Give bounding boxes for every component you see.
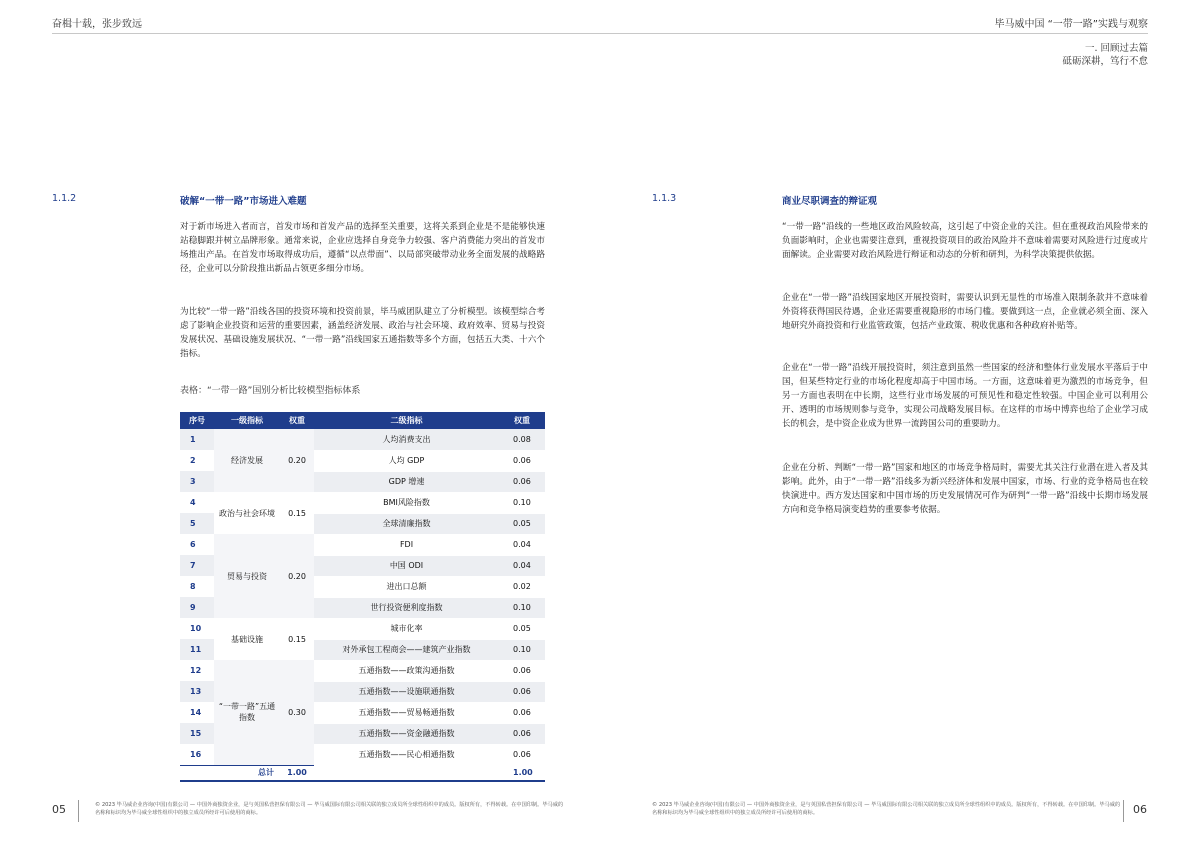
level2-indicator: 对外承包工程商会——建筑产业指数: [314, 639, 499, 660]
level2-weight: 0.06: [499, 744, 545, 765]
total-spacer: [314, 765, 499, 781]
level1-weight: 0.30: [280, 660, 314, 765]
table-total-row: [180, 765, 545, 781]
footer-divider-right: [1123, 800, 1124, 822]
paragraph-right-4: 企业在分析、判断“一带一路”国家和地区的市场竞争格局时，需要尤其关注行业潜在进入者及其影响。此外，由于“一带一路”沿线多为新兴经济体和发展中国家，市场、行业的竞争格局也在较快演进中。西方发达国家和中国市场的历史发展情况可作为研判“一带一路”沿线中长期市场发展方向和竞争格局演变趋势的重要参考依据。: [782, 463, 1148, 515]
level2-weight: 0.05: [499, 618, 545, 639]
indicator-table: [180, 412, 545, 782]
level2-indicator: 人均消费支出: [314, 429, 499, 450]
section-title-right: 商业尽职调查的辩证观: [782, 196, 878, 207]
level2-indicator: 城市化率: [314, 618, 499, 639]
total-weight-level2: 1.00: [499, 765, 545, 781]
footer-legal-right: © 2023 毕马威企业咨询(中国)有限公司 — 中国外商独资企业，是与英国私营担保有限公司 — 毕马威国际有限公司相关联的独立成员所全球性组织中的成员。版权所有，不得转载。在中国印制。毕马威的名称和标识均为毕马威全球性组织中的独立成员所经许可后使用的商标。: [652, 802, 1121, 816]
table-row: [180, 492, 545, 513]
level2-indicator: BMI风险指数: [314, 492, 499, 513]
paragraph-right-2: 企业在“一带一路”沿线国家地区开展投资时，需要认识到无显性的市场准入限制条款并不意味着外资将获得国民待遇，企业还需要重视隐形的市场门槛。要做到这一点，企业就必须全面、深入地研究外商投资和行业监管政策，包括产业政策、税收优惠和各种政府补贴等。: [782, 293, 1148, 331]
total-label: 总计: [180, 765, 280, 781]
level2-weight: 0.08: [499, 429, 545, 450]
level1-weight: 0.15: [288, 508, 306, 518]
paragraph-left-2: 为比较“一带一路”沿线各国的投资环境和投资前景，毕马威团队建立了分析模型。该模型综合考虑了影响企业投资和运营的重要因素，涵盖经济发展、政治与社会环境、政府效率、贸易与投资发展状况、基础设施发展状况、“一带一路”沿线国家五通指数等多个方面，包括五大类、十六个指标。: [180, 307, 545, 359]
level2-indicator: 世行投资便利度指数: [314, 597, 499, 618]
level2-indicator: 五通指数——民心相通指数: [314, 744, 499, 765]
level2-weight: 0.06: [499, 660, 545, 681]
level1-weight: 0.20: [280, 429, 314, 492]
row-number: 14: [190, 708, 202, 717]
table-caption: 表格：“一带一路”国别分析比较模型指标体系: [180, 386, 361, 396]
row-number: 10: [190, 624, 202, 633]
row-number: 12: [190, 666, 202, 675]
header-cell-weight2: 权重: [499, 412, 545, 429]
row-number: 11: [180, 639, 214, 660]
footer-divider-left: [78, 800, 79, 822]
header-cell-level1: 一级指标: [214, 412, 280, 429]
row-number: 15: [180, 723, 214, 744]
row-number: 2: [190, 456, 196, 465]
header-rule-right: [600, 33, 1148, 34]
chapter-label: [1062, 42, 1148, 68]
section-number-left: 1.1.2: [52, 193, 77, 204]
page-number-left: 05: [52, 803, 66, 816]
level2-indicator: 中国 ODI: [314, 555, 499, 576]
table-row: [180, 618, 545, 639]
row-number: 7: [180, 555, 214, 576]
row-number: 1: [180, 429, 214, 450]
chapter-subtitle: 砥砺深耕，笃行不怠: [1062, 56, 1148, 67]
level2-indicator: 五通指数——设施联通指数: [314, 681, 499, 702]
running-header-right: 毕马威中国 “一带一路”实践与观察: [994, 19, 1148, 30]
level2-weight: 0.05: [499, 513, 545, 534]
table-row: [180, 660, 545, 681]
level1-weight: 0.20: [280, 534, 314, 618]
level2-indicator: 五通指数——资金融通指数: [314, 723, 499, 744]
level2-weight: 0.10: [499, 492, 545, 513]
header-cell-level2: 二级指标: [314, 412, 499, 429]
row-number: 3: [180, 471, 214, 492]
level2-weight: 0.06: [499, 723, 545, 744]
level2-indicator: 五通指数——政策沟通指数: [314, 660, 499, 681]
row-number: 8: [190, 582, 196, 591]
row-number: 13: [180, 681, 214, 702]
level2-indicator: GDP 增速: [314, 471, 499, 492]
table-header-row: [180, 412, 545, 429]
level1-weight: 0.15: [288, 634, 306, 644]
level2-indicator: 人均 GDP: [314, 450, 499, 471]
level2-weight: 0.10: [499, 639, 545, 660]
header-cell-no: 序号: [180, 412, 214, 429]
level1-indicator: “一带一路”五通指数: [214, 660, 280, 765]
paragraph-right-1: “一带一路”沿线的一些地区政治风险较高，这引起了中资企业的关注。但在重视政治风险带来的负面影响时，企业也需要注意到，重视投资项目的政治风险并不意味着需要对风险进行过度或片面解读。企业需要对政治风险进行辩证和动态的分析和研判，为科学决策提供依据。: [782, 222, 1148, 260]
level2-weight: 0.10: [499, 597, 545, 618]
level2-weight: 0.04: [499, 534, 545, 555]
section-title-left: 破解“一带一路”市场进入难题: [180, 196, 307, 207]
row-number: 5: [180, 513, 214, 534]
level2-weight: 0.06: [499, 471, 545, 492]
paragraph-left-1: 对于新市场进入者而言，首发市场和首发产品的选择至关重要，这将关系到企业是不是能够快速站稳脚跟并树立品牌形象。通常来说，企业应选择自身竞争力较强、客户消费能力突出的首发市场推出产品。在首发市场取得成功后，遵循“以点带面”、以局部突破带动业务全面发展的战略路径，企业可以分阶段推出新品占领更多细分市场。: [180, 222, 545, 274]
level1-indicator: 政治与社会环境: [219, 508, 275, 518]
level2-indicator: 五通指数——贸易畅通指数: [314, 702, 499, 723]
row-number: 6: [190, 540, 196, 549]
level2-weight: 0.04: [499, 555, 545, 576]
row-number: 16: [190, 749, 202, 759]
row-number: 9: [180, 597, 214, 618]
total-weight-level1: 1.00: [280, 765, 314, 781]
level2-indicator: 全球清廉指数: [314, 513, 499, 534]
level2-indicator: 进出口总额: [314, 576, 499, 597]
header-cell-weight1: 权重: [280, 412, 314, 429]
row-number: 4: [190, 498, 196, 507]
section-number-right: 1.1.3: [652, 193, 677, 204]
header-rule-left: [52, 33, 600, 34]
table-row: [180, 429, 545, 450]
chapter-title: 一. 回顾过去篇: [1084, 43, 1148, 54]
running-header-left: 奋楫十载，张步致远: [52, 19, 142, 30]
level2-weight: 0.06: [499, 681, 545, 702]
level2-weight: 0.02: [499, 576, 545, 597]
level2-weight: 0.06: [499, 702, 545, 723]
page-number-right: 06: [1133, 803, 1147, 816]
paragraph-right-3: 企业在“一带一路”沿线开展投资时，须注意到虽然一些国家的经济和整体行业发展水平落后于中国，但某些特定行业的市场化程度却高于中国市场。一方面，这意味着更为激烈的市场竞争，但另一方面也表明在中长期，这些行业市场发展的可预见性和稳定性较强。中国企业可以利用公开、透明的市场规则参与竞争，实现公司战略发展目标。在这样的市场中博弈也给了企业学习成长的机会，是中资企业成为世界一流跨国公司的重要助力。: [782, 363, 1148, 429]
table-row: [180, 534, 545, 555]
footer-legal-left: © 2023 毕马威企业咨询(中国)有限公司 — 中国外商独资企业，是与英国私营担保有限公司 — 毕马威国际有限公司相关联的独立成员所全球性组织中的成员。版权所有，不得转载。在中国印制。毕马威的名称和标识均为毕马威全球性组织中的独立成员所经许可后使用的商标。: [95, 802, 564, 816]
level1-indicator: 经济发展: [214, 429, 280, 492]
level1-indicator: 贸易与投资: [214, 534, 280, 618]
level1-indicator: 基础设施: [231, 634, 263, 644]
level2-indicator: FDI: [314, 534, 499, 555]
level2-weight: 0.06: [499, 450, 545, 471]
